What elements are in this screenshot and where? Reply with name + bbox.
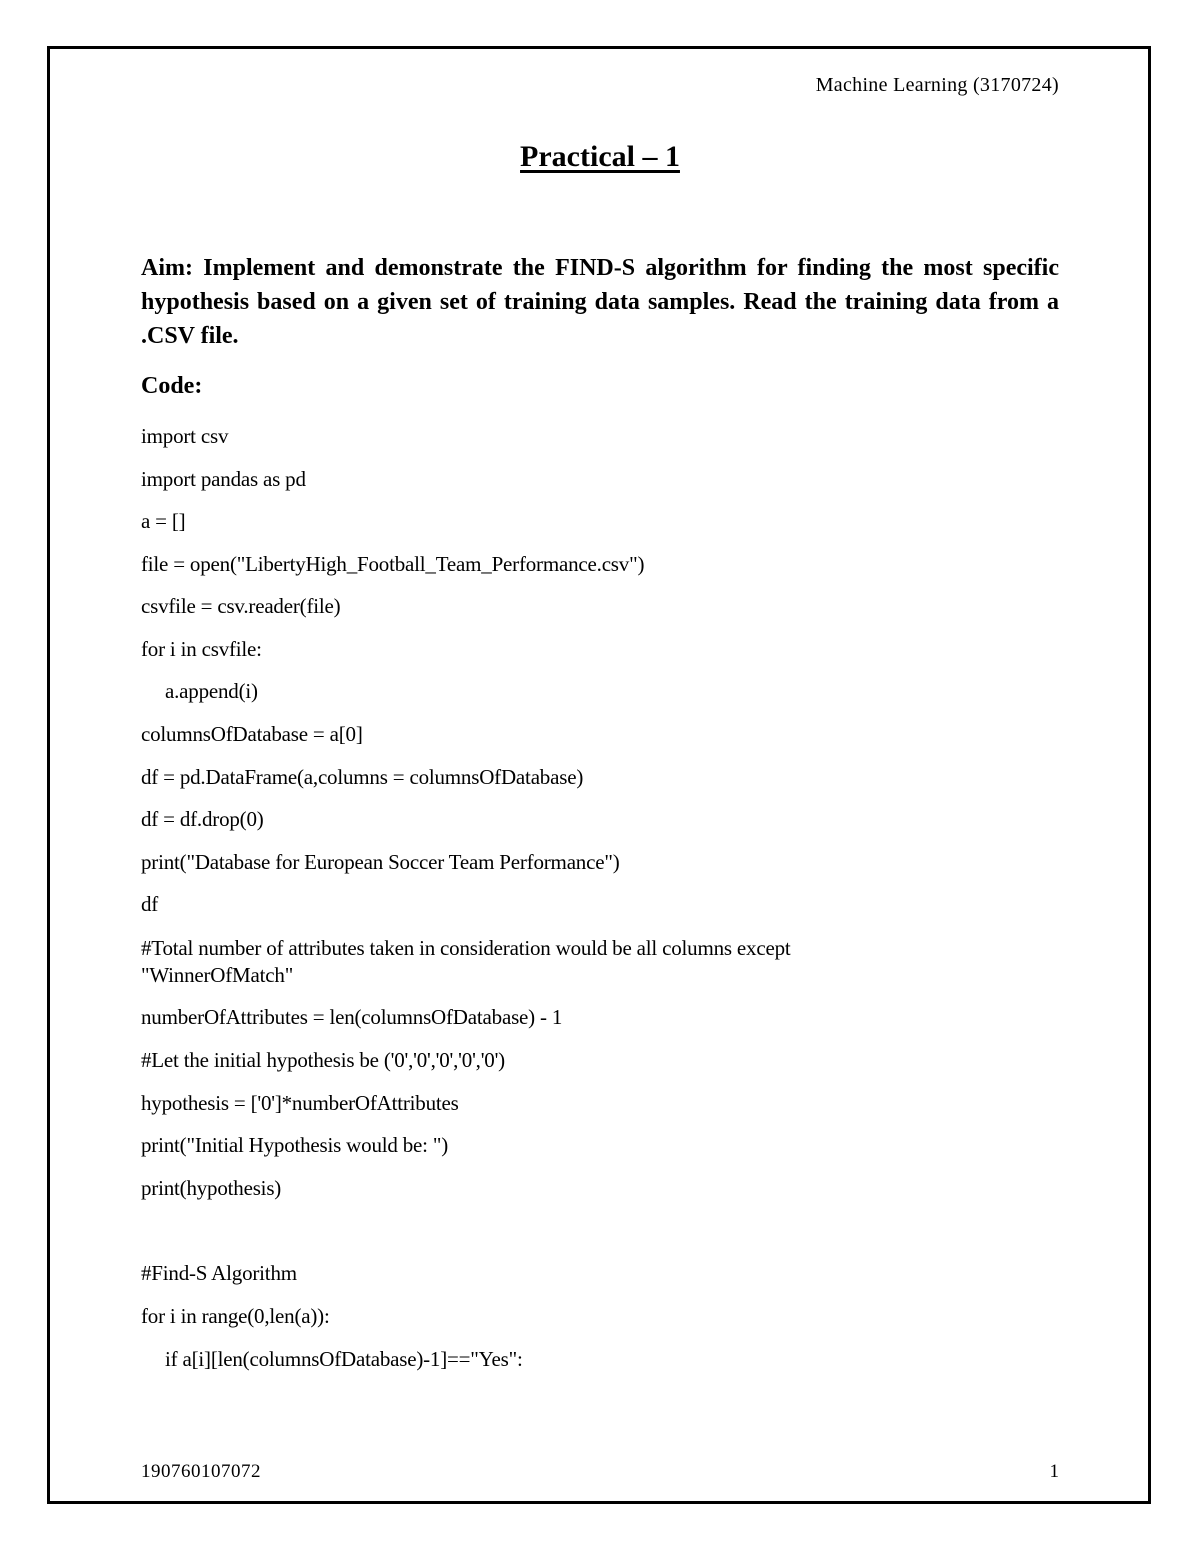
code-line: import pandas as pd — [141, 467, 306, 491]
aim-paragraph — [141, 251, 1059, 353]
code-line: import csv — [141, 424, 229, 448]
code-line: print("Database for European Soccer Team Performance") — [141, 850, 620, 874]
code-line: print(hypothesis) — [141, 1176, 282, 1200]
code-line: file = open("LibertyHigh_Football_Team_Performance.csv") — [141, 552, 645, 576]
code-line: hypothesis = ['0']*numberOfAttributes — [141, 1091, 459, 1115]
code-line: columnsOfDatabase = a[0] — [141, 722, 363, 746]
code-line: if a[i][len(columnsOfDatabase)-1]=="Yes": — [165, 1347, 523, 1371]
code-heading: Code: — [141, 373, 203, 399]
code-line: df — [141, 892, 159, 916]
aim-text: Implement and demonstrate the FIND-S algorithm for finding the most specific hypothesis based on a given set of training data samples. Read the training data from a .CSV file. — [141, 255, 1059, 349]
code-line: numberOfAttributes = len(columnsOfDatabase) - 1 — [141, 1005, 563, 1029]
aim-label: Aim: — [141, 255, 193, 281]
code-line: df = df.drop(0) — [141, 807, 264, 831]
code-line: #Find-S Algorithm — [141, 1261, 297, 1285]
page-number: 1 — [1049, 1461, 1059, 1482]
code-line: df = pd.DataFrame(a,columns = columnsOfDatabase) — [141, 765, 584, 789]
code-line: for i in csvfile: — [141, 637, 262, 661]
code-line: a = [] — [141, 509, 186, 533]
code-line: print("Initial Hypothesis would be: ") — [141, 1133, 449, 1157]
code-line: #Let the initial hypothesis be ('0','0','0','0','0') — [141, 1048, 505, 1072]
page-title: Practical – 1 — [520, 140, 680, 173]
code-line: csvfile = csv.reader(file) — [141, 594, 341, 618]
code-line: "WinnerOfMatch" — [141, 963, 294, 987]
code-line: a.append(i) — [165, 679, 258, 703]
code-line: #Total number of attributes taken in consideration would be all columns except — [141, 936, 791, 960]
enrollment-number: 190760107072 — [141, 1461, 261, 1482]
code-line: for i in range(0,len(a)): — [141, 1304, 330, 1328]
course-header: Machine Learning (3170724) — [815, 74, 1059, 96]
